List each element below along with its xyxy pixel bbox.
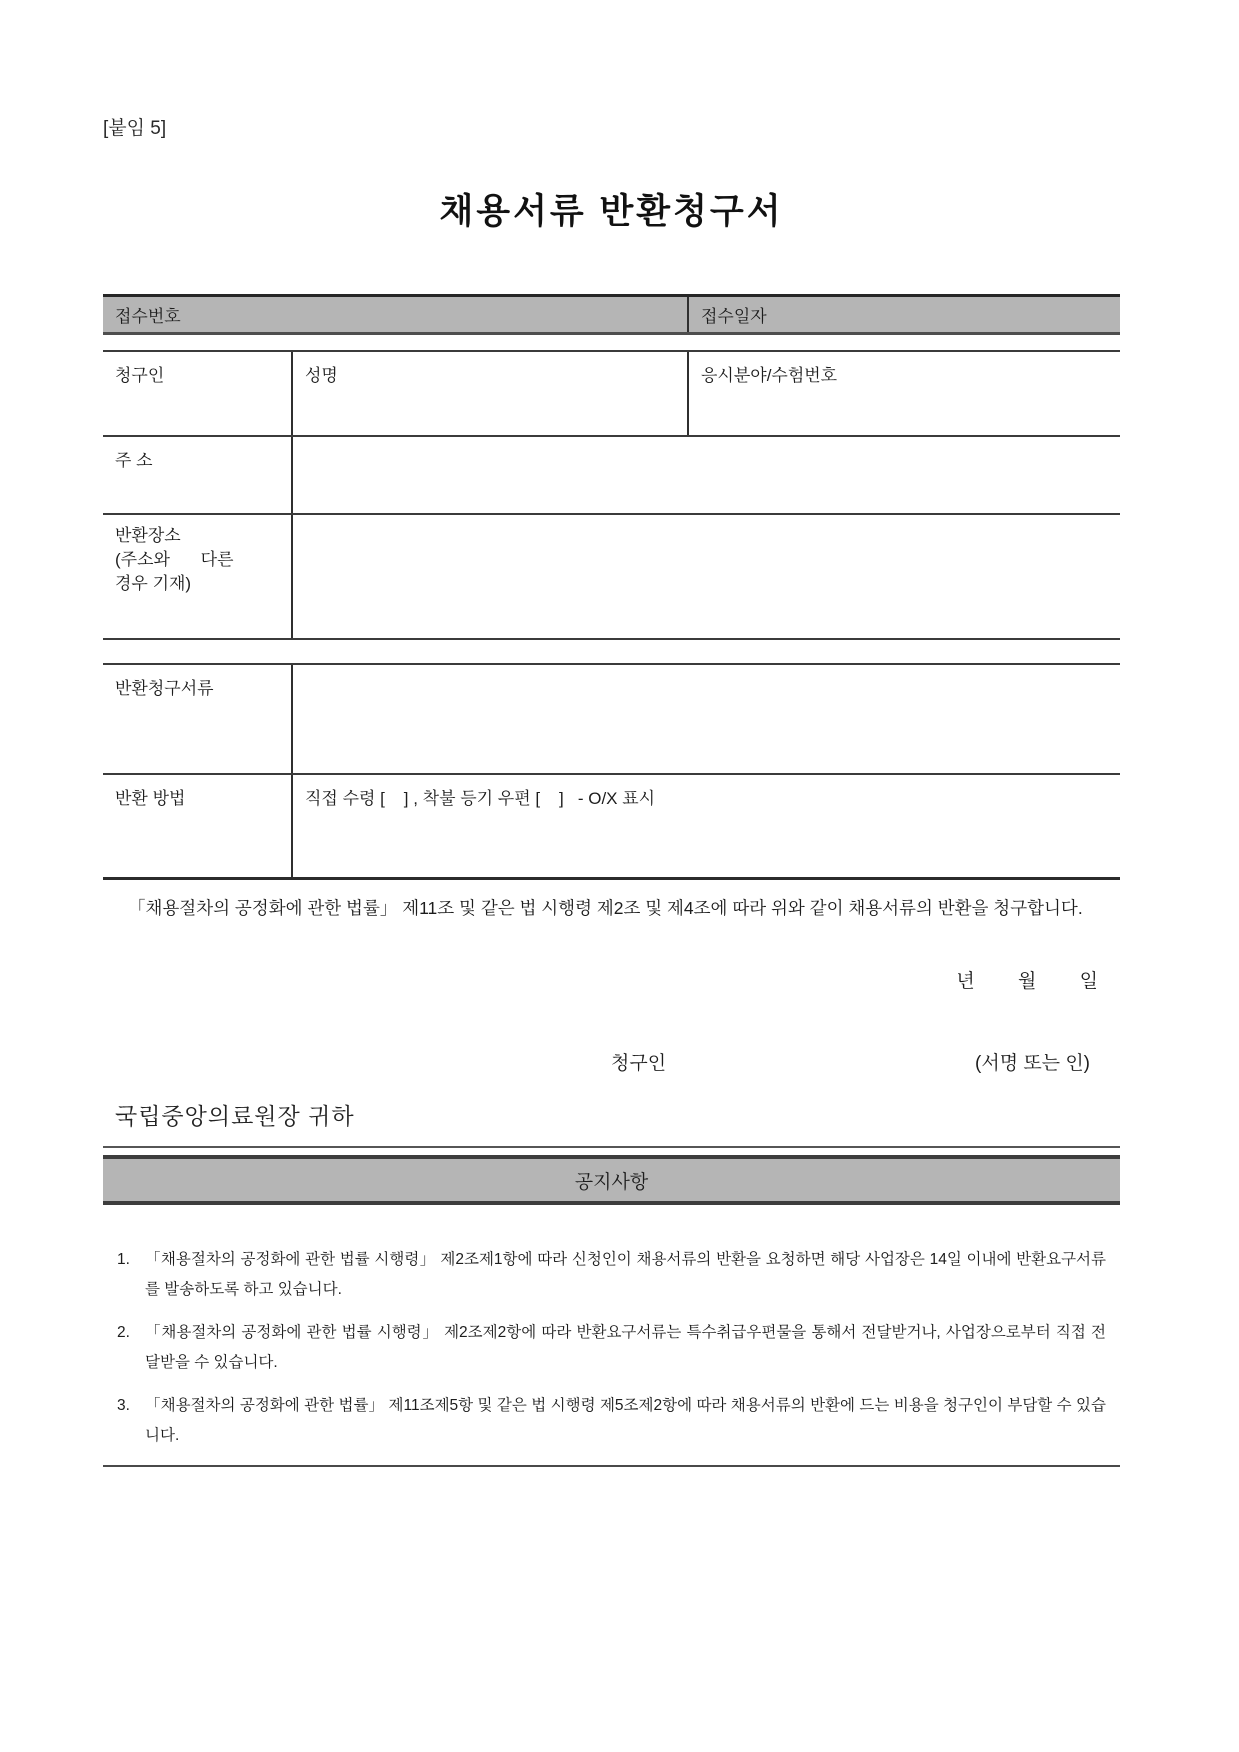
claimant-label-cell: 청구인 [115, 366, 165, 385]
return-place-label-line1: 반환장소 [115, 526, 181, 545]
address-value-cell [291, 437, 1120, 513]
notice-list [103, 1245, 1120, 1451]
signature-row [103, 1048, 1120, 1074]
form-title: 채용서류 반환청구서 [439, 192, 784, 231]
signature-claimant-label: 청구인 [611, 1053, 667, 1074]
notice-item-text: 「채용절차의 공정화에 관한 법률」 제11조제5항 및 같은 법 시행령 제5조제2항에 따라 채용서류의 반환에 드는 비용을 청구인이 부담할 수 있습니다. [145, 1397, 1106, 1444]
notice-item-number: 1. [117, 1251, 130, 1268]
return-method-label-cell: 반환 방법 [115, 789, 186, 808]
receipt-table [103, 294, 1120, 335]
name-label-cell: 성명 [291, 352, 687, 435]
requested-documents-row [103, 663, 1120, 773]
notice-item-number: 3. [117, 1397, 130, 1414]
request-table [103, 663, 1120, 880]
receipt-number-cell: 접수번호 [115, 307, 181, 326]
return-place-label-line2: (주소와 다른 [115, 550, 234, 569]
notice-item [117, 1245, 1106, 1305]
addressee-line: 국립중앙의료원장 귀하 [115, 1103, 355, 1129]
return-place-label-cell [103, 515, 291, 638]
declaration-text: 「채용절차의 공정화에 관한 법률」 제11조 및 같은 법 시행령 제2조 및 제4조에 따라 위와 같이 채용서류의 반환을 청구합니다. [128, 898, 1083, 918]
return-method-value-cell: 직접 수령 [ ] , 착불 등기 우편 [ ] - O/X 표시 [291, 775, 1120, 877]
notice-header-bar [103, 1155, 1120, 1205]
divider-rule [103, 1146, 1120, 1148]
attachment-label: [붙임 5] [103, 118, 167, 139]
notice-header-title: 공지사항 [574, 1171, 649, 1193]
requested-documents-label-cell: 반환청구서류 [115, 679, 214, 698]
bottom-rule [103, 1465, 1120, 1467]
notice-item [117, 1391, 1106, 1451]
return-place-value-cell [291, 515, 1120, 638]
return-method-row [103, 773, 1120, 877]
notice-item-text: 「채용절차의 공정화에 관한 법률 시행령」 제2조제2항에 따라 반환요구서류는 특수취급우편물을 통해서 전달받거나, 사업장으로부터 직접 전달받을 수 있습니다. [145, 1324, 1106, 1371]
field-exam-number-cell: 응시분야/수험번호 [687, 352, 1120, 435]
claimant-row [103, 350, 1120, 435]
receipt-date-cell: 접수일자 [687, 297, 1120, 332]
sign-or-seal-label: (서명 또는 인) [975, 1053, 1090, 1074]
document-content [103, 118, 1120, 1467]
notice-item-number: 2. [117, 1324, 130, 1341]
address-label-cell: 주 소 [115, 451, 153, 470]
date-line: 년 월 일 [956, 971, 1098, 992]
return-place-label-line3: 경우 기재) [115, 574, 192, 593]
requested-documents-value-cell [291, 665, 1120, 773]
return-place-row [103, 513, 1120, 638]
notice-item [117, 1318, 1106, 1378]
notice-item-text: 「채용절차의 공정화에 관한 법률 시행령」 제2조제1항에 따라 신청인이 채용서류의 반환을 요청하면 해당 사업장은 14일 이내에 반환요구서류를 발송하도록 하고 있습니다. [145, 1251, 1106, 1298]
claimant-table [103, 350, 1120, 640]
address-row [103, 435, 1120, 513]
